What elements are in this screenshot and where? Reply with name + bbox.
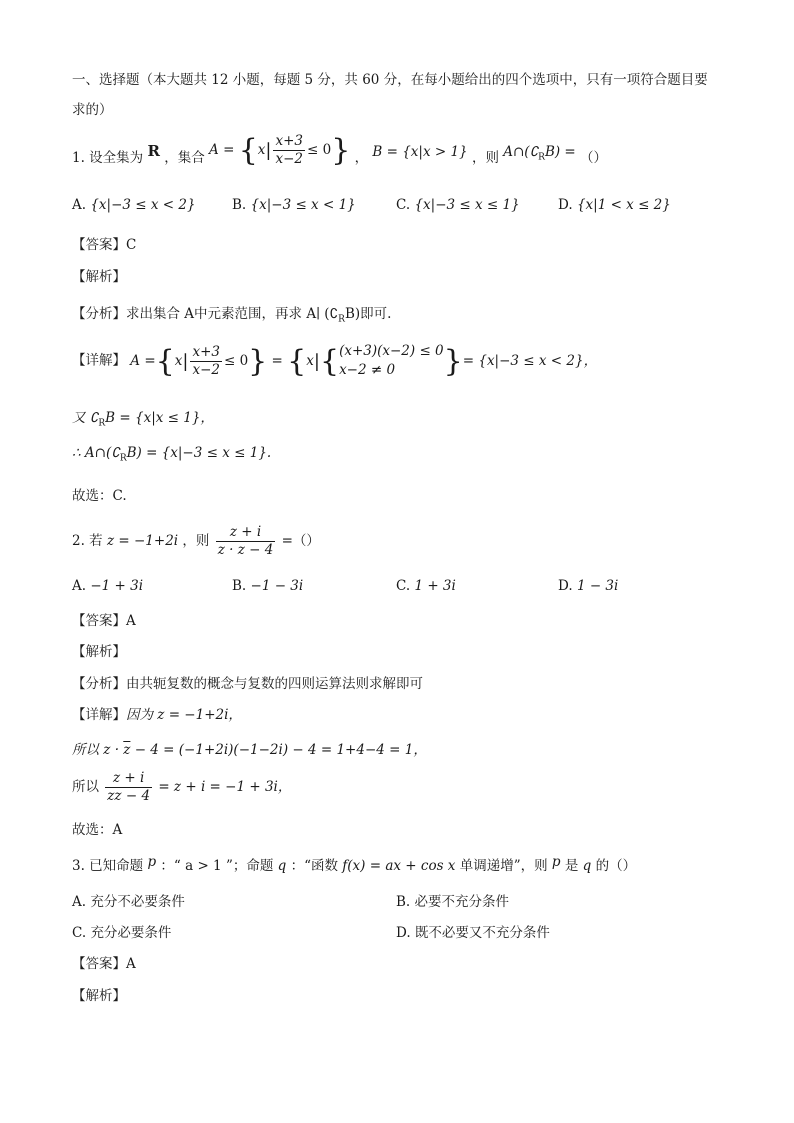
q3-option-b[interactable]: B. 必要不充分条件 xyxy=(396,894,510,910)
q3-option-d[interactable]: D. 既不必要又不充分条件 xyxy=(396,925,550,941)
q2-option-d[interactable]: D. 1 − 3i xyxy=(558,578,619,594)
q2-choose: 故选：A xyxy=(72,822,123,838)
q3-analysis-label: 【解析】 xyxy=(72,988,126,1004)
q1-option-d[interactable]: D. {x|1 < x ≤ 2} xyxy=(558,197,671,213)
q1-answer: 【答案】C xyxy=(72,237,137,253)
q1-expr: $A\cap(∁_RB)$ = xyxy=(503,144,576,163)
q1-therefore: ∴ $A\cap(∁_RB) = \{x|-3 \le x \le 1\}$. xyxy=(72,445,272,464)
q3-stem: 3. 已知命题 p ：“ a > 1 ”；命题 q ：“函数 f(x) = ax + cos x 单调递增”，则 p 是 q 的（） xyxy=(72,854,637,874)
set-B: B = {x|x > 1} xyxy=(372,144,468,160)
q1-analysis-label: 【解析】 xyxy=(72,269,126,285)
q3-option-a[interactable]: A. 充分不必要条件 xyxy=(72,894,185,910)
q2-option-a[interactable]: A. −1 + 3i xyxy=(72,578,144,594)
q1-choose: 故选：C. xyxy=(72,488,127,504)
q2-detail: 【详解】因为 z = −1+2i， xyxy=(72,707,242,723)
q2-analysis-label: 【解析】 xyxy=(72,644,126,660)
section-header: 一、选择题（本大题共 12 小题，每题 5 分，共 60 分，在每小题给出的四个选项中，只有一项符合题目要 xyxy=(72,72,708,88)
q2-option-b[interactable]: B. −1 − 3i xyxy=(232,578,304,594)
q1-fenxi: 【分析】求出集合 A中元素范围，再求 A∣ $(∁_RB)$即可. xyxy=(72,306,392,325)
q2-answer: 【答案】A xyxy=(72,613,136,629)
q1-also: 又 $∁_RB = \{x|x \le 1\}$， xyxy=(72,410,214,429)
q2-fenxi: 【分析】由共轭复数的概念与复数的四则运算法则求解即可 xyxy=(72,676,423,692)
q2-line2: 所以 $z \cdot \overline{z} - 4 = (-1+2i)(-1-2i) - 4 = 1+4-4 = 1$， xyxy=(72,742,427,758)
q2-line3: 所以 $\frac{z + i}{z\overline{z} - 4}$ = z + i = −1 + 3i， xyxy=(72,770,292,804)
q3-answer: 【答案】A xyxy=(72,956,136,972)
q1-detail: 【详解】 A ={x| $\frac{x+3}{x-2}$ ≤ 0} = {x|{ (x+3)(x−2) ≤ 0 x−2 ≠ 0 }= {x|−3 ≤ x < 2}， xyxy=(72,343,598,379)
q1-option-c[interactable]: C. {x|−3 ≤ x ≤ 1} xyxy=(396,197,520,213)
q1-option-a[interactable]: A. {x|−3 ≤ x < 2} xyxy=(72,197,196,213)
set-A: A = {x| $\frac{x+3}{x-2}$ ≤ 0} xyxy=(209,133,351,168)
q1-option-b[interactable]: B. {x|−3 ≤ x < 1} xyxy=(232,197,356,213)
q2-stem: 2. 若 z = −1+2i ，则 $\frac{z + i}{z \cdot \overline{z} - 4}$ =（） xyxy=(72,524,320,558)
q1-stem: 1. 设全集为 R ，集合 A = {x| $\frac{x+3}{x-2}$ ≤ 0} ， B = {x|x > 1} ，则 $A\cap(∁_RB)$ = （） xyxy=(72,133,608,168)
q3-option-c[interactable]: C. 充分必要条件 xyxy=(72,925,172,941)
section-header-cont: 求的） xyxy=(72,102,113,118)
q2-option-c[interactable]: C. 1 + 3i xyxy=(396,578,456,594)
